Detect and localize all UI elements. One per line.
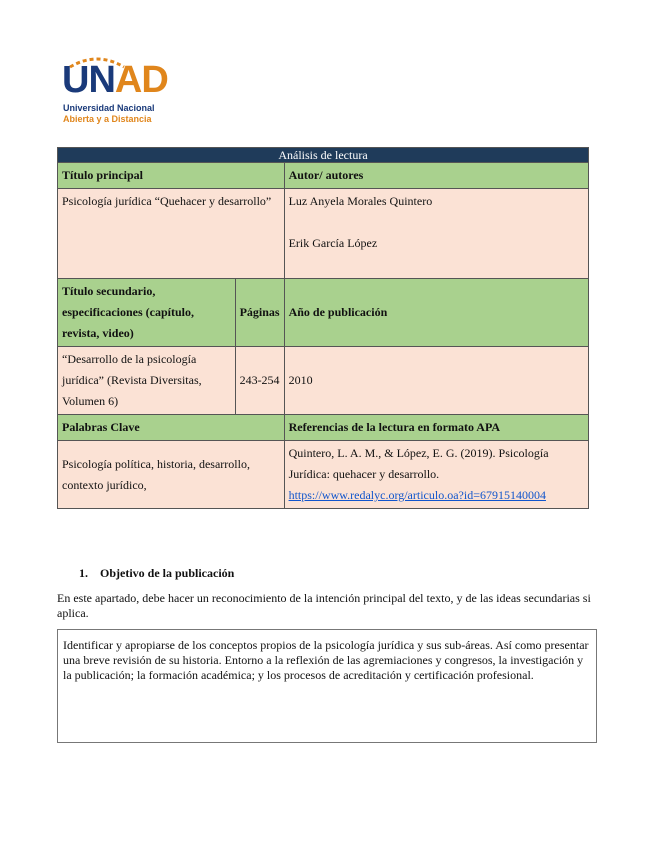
anio-label: Año de publicación xyxy=(284,279,588,347)
logo-n: N xyxy=(88,59,115,101)
section-number: 1. xyxy=(79,566,88,580)
referencia-cell xyxy=(284,441,588,509)
autores-cell xyxy=(284,189,588,279)
anio-value: 2010 xyxy=(284,347,588,415)
logo-line1: Universidad Nacional xyxy=(63,103,155,113)
logo-a: A xyxy=(114,59,142,101)
analysis-table xyxy=(57,147,589,509)
titulo-principal-value: Psicología jurídica “Quehacer y desarrollo” xyxy=(58,189,285,279)
autor-1: Luz Anyela Morales Quintero xyxy=(288,194,433,208)
table-header-row xyxy=(58,148,589,163)
paginas-value: 243-254 xyxy=(235,347,284,415)
section-title: Objetivo de la publicación xyxy=(100,566,235,580)
table-row xyxy=(58,347,589,415)
section-intro: En este apartado, debe hacer un reconocimiento de la intención principal del texto, y de las ideas secundarias si aplica. xyxy=(57,591,591,620)
palabras-label: Palabras Clave xyxy=(58,415,285,441)
table-row xyxy=(58,441,589,509)
titulo-secundario-value: “Desarrollo de la psicología jurídica” (Revista Diversitas, Volumen 6) xyxy=(58,347,236,415)
answer-box[interactable] xyxy=(57,629,597,743)
table-row xyxy=(58,189,589,279)
table-row xyxy=(58,415,589,441)
table-header: Análisis de lectura xyxy=(58,148,589,163)
titulo-secundario-label: Título secundario, especificaciones (capítulo, revista, video) xyxy=(58,279,236,347)
referencia-text: Quintero, L. A. M., & López, E. G. (2019). Psicología Jurídica: quehacer y desarrollo. xyxy=(288,446,549,481)
table-row xyxy=(58,279,589,347)
logo-line2: Abierta y a Distancia xyxy=(63,114,152,124)
referencia-link[interactable]: https://www.redalyc.org/articulo.oa?id=67915140004 xyxy=(288,488,546,502)
autor-label: Autor/ autores xyxy=(284,163,588,189)
section-heading xyxy=(79,566,234,581)
answer-text: Identificar y apropiarse de los conceptos propios de la psicología jurídica y sus sub-áreas. Así como presentar una breve revisión de su historia. Entorno a la reflexión de las agremiaciones y congresos, la investigación y la publicación; la formación académica; y los procesos de acreditación y certificación profesional. xyxy=(63,638,589,682)
referencias-label: Referencias de la lectura en formato APA xyxy=(284,415,588,441)
palabras-value: Psicología política, historia, desarrollo, contexto jurídico, xyxy=(58,441,285,509)
titulo-principal-label: Título principal xyxy=(58,163,285,189)
paginas-label: Páginas xyxy=(235,279,284,347)
logo-d: D xyxy=(141,59,168,101)
unad-logo xyxy=(62,55,182,130)
logo-u: U xyxy=(62,59,89,101)
table-row xyxy=(58,163,589,189)
autor-2: Erik García López xyxy=(288,236,378,250)
logo-wordmark xyxy=(62,61,168,99)
